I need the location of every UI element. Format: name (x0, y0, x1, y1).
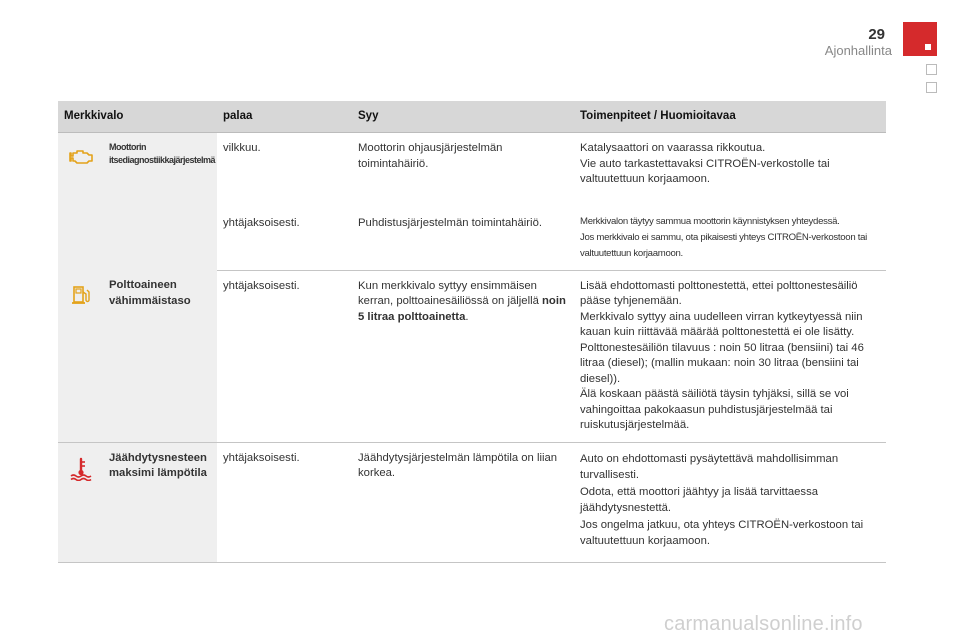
watermark: carmanualsonline.info (664, 613, 863, 635)
fuel-cause-text: Kun merkkivalo syttyy ensimmäisen kerran, polttoainesäiliössä on jäljellä (358, 279, 543, 307)
fuel-light-name: Polttoaineen vähimmäistaso (103, 270, 217, 442)
fuel-cause-amount: noin 5 litraa polttoainetta (358, 295, 566, 323)
engine-cause-2: Puhdistusjärjestelmän toimintahäiriö. (352, 196, 574, 271)
section-title: Ajonhallinta (824, 43, 892, 58)
engine-check-icon (64, 147, 97, 167)
table-row (58, 442, 886, 562)
warning-lights-table (58, 101, 886, 563)
chapter-tab (926, 64, 937, 75)
table-header-row (58, 101, 886, 133)
header-state: palaa (217, 101, 352, 133)
coolant-action: Auto on ehdottomasti pysäytettävä mahdollisimman turvallisesti. Odota, että moottori jäähtyy ja lisää tarvittaessa jäähdytysnestettä. Jos ongelma jatkuu, ota yhteys CITROËN-verkostoon tai valtuutettuun korjaamoon. (574, 442, 886, 562)
chapter-tab-active (903, 22, 937, 56)
header-warning-light: Merkkivalo (58, 101, 217, 133)
engine-icon-cell (58, 133, 103, 271)
coolant-temperature-icon (64, 457, 97, 481)
table-row (58, 133, 886, 196)
engine-action-1: Katalysaattori on vaarassa rikkoutua. Vie auto tarkastettavaksi CITROËN-verkostolle tai valtuutettuun korjaamoon. (580, 142, 830, 185)
fuel-cause (352, 270, 574, 442)
fuel-cause-end: . (465, 310, 469, 323)
fuel-state: yhtäjaksoisesti. (217, 270, 352, 442)
coolant-icon-cell (58, 442, 103, 562)
header-action: Toimenpiteet / Huomioitavaa (574, 101, 886, 133)
fuel-pump-icon (64, 284, 97, 306)
engine-state-2: yhtäjaksoisesti. (217, 196, 352, 271)
table-row (58, 270, 886, 442)
engine-cause-1: Moottorin ohjausjärjestelmän toimintahäiriö. (358, 142, 503, 170)
coolant-state: yhtäjaksoisesti. (217, 442, 352, 562)
engine-state-1: vilkkuu. (223, 142, 261, 154)
coolant-cause: Jäähdytysjärjestelmän lämpötila on liian korkea. (352, 442, 574, 562)
header-cause: Syy (352, 101, 574, 133)
coolant-light-name: Jäähdytysnesteen maksimi lämpötila (103, 442, 217, 562)
fuel-icon-cell (58, 270, 103, 442)
engine-action-2: Merkkivalon täytyy sammua moottorin käynnistyksen yhteydessä. Jos merkkivalo ei sammu, ota pikaisesti yhteys CITROËN-verkostoon tai valtuutettuun korjaamoon. (574, 196, 886, 271)
page-number: 29 (868, 26, 885, 43)
fuel-action: Lisää ehdottomasti polttonestettä, ettei polttonestesäiliö pääse tyhjenemään. Merkkivalo syttyy aina uudelleen virran kytkeytyessä niin kauan kuin riittävää määrää polttonestettä ei ole lisätty. Polttonestesäiliön tilavuus : noin 50 litraa (bensiini) tai 46 litraa (diesel); (mallin mukaan: noin 30 litraa (bensiini tai diesel)). Älä koskaan päästä säiliötä täysin tyhjäksi, sillä se voi vahingoittaa pakokaasun puhdistusjärjestelmää tai ruiskutusjärjestelmää. (574, 270, 886, 442)
engine-light-name: Moottorin itsediagnostiikkajärjestelmä (103, 133, 217, 271)
chapter-tab (926, 82, 937, 93)
